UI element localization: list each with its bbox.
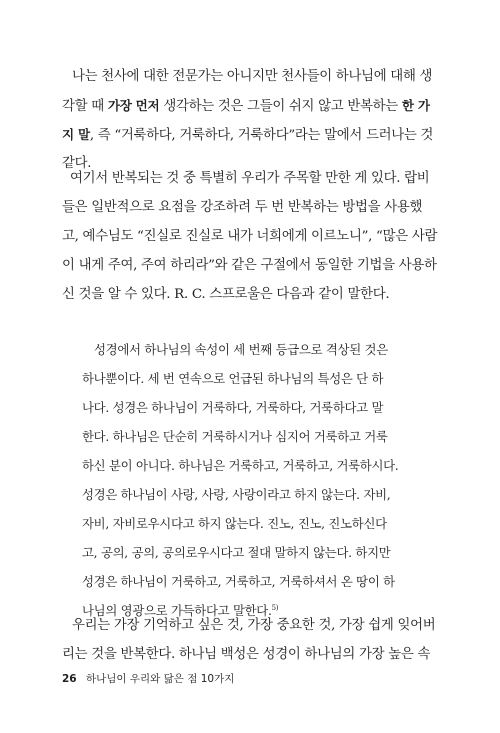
text-span: 이 내게 주여, 주여 하리라”와 같은 구절에서 동일한 기법을 사용하: [62, 258, 437, 273]
paragraph-2-line-3: [62, 228, 437, 246]
emphasis-text: 지 말: [62, 127, 90, 142]
text-span: 한다. 하나님은 단순히 거룩하시거나 심지어 거룩하고 거룩: [82, 429, 388, 444]
footnote-marker: 5): [271, 603, 279, 612]
quote-line-9: [82, 573, 395, 591]
quote-line-5: [82, 457, 398, 475]
text-span: 자비, 자비로우시다고 하지 않는다. 진노, 진노, 진노하신다: [82, 516, 387, 531]
text-span: , 즉 “거룩하다, 거룩하다, 거룩하다”라는 말에서 드러나는 것: [89, 128, 434, 143]
paragraph-1-line-1: [72, 68, 432, 86]
text-span: 성경은 하나님이 사랑, 사랑, 사랑이라고 하지 않는다. 자비,: [82, 487, 391, 502]
paragraph-3-line-1: [72, 617, 435, 635]
text-span: 우리는 가장 기억하고 싶은 것, 가장 중요한 것, 가장 쉽게 잊어버: [72, 618, 436, 633]
text-span: 신 것을 알 수 있다. R. C. 스프로울은 다음과 같이 말한다.: [62, 287, 390, 302]
quote-line-1: [94, 341, 388, 359]
quote-line-2: [82, 370, 383, 388]
quote-line-4: [82, 428, 388, 446]
paragraph-1-line-3: [62, 126, 433, 145]
paragraph-2-line-5: [62, 286, 389, 304]
text-span: 고, 예수님도 “진실로 진실로 내가 너희에게 이르노니”, “많은 사람: [62, 229, 438, 244]
quote-line-8: [82, 544, 390, 562]
emphasis-text: 한 가: [401, 98, 430, 113]
text-span: 나다. 성경은 하나님이 거룩하다, 거룩하다, 거룩하다고 말: [82, 400, 384, 415]
text-span: 하신 분이 아니다. 하나님은 거룩하고, 거룩하고, 거룩하시다.: [82, 458, 399, 473]
text-span: 생각하는 것은 그들이 쉬지 않고 반복하는: [159, 99, 402, 114]
text-span: 들은 일반적으로 요점을 강조하려 두 번 반복하는 방법을 사용했: [62, 200, 423, 215]
paragraph-2-line-2: [62, 199, 422, 217]
text-span: 나님의 영광으로 가득하다고 말한다.: [82, 603, 272, 618]
running-title: 하나님이 우리와 닮은 점 10가지: [85, 673, 235, 685]
text-span: 같다.: [62, 156, 92, 171]
paragraph-2-line-1: [70, 170, 429, 188]
emphasis-text: 가장 먼저: [107, 98, 160, 113]
text-span: 리는 것을 반복한다. 하나님 백성은 성경이 하나님의 가장 높은 속: [62, 647, 431, 662]
text-span: 성경에서 하나님의 속성이 세 번째 등급으로 격상된 것은: [94, 342, 388, 357]
page-number: 26: [62, 673, 77, 685]
text-span: 하나뿐이다. 세 번 연속으로 언급된 하나님의 특성은 단 하: [82, 371, 384, 386]
paragraph-3-line-2: [62, 646, 430, 664]
text-span: 고, 공의, 공의, 공의로우시다고 절대 말하지 않는다. 하지만: [82, 545, 391, 560]
paragraph-2-line-4: [62, 257, 437, 275]
text-span: 나는 천사에 대한 전문가는 아니지만 천사들이 하나님에 대해 생: [72, 69, 433, 84]
quote-line-6: [82, 486, 390, 504]
paragraph-1-line-2: [62, 97, 430, 116]
quote-line-3: [82, 399, 383, 417]
page-footer: [62, 672, 234, 686]
text-span: 성경은 하나님이 거룩하고, 거룩하고, 거룩하셔서 온 땅이 하: [82, 574, 395, 589]
quote-line-7: [82, 515, 387, 533]
text-span: 여기서 반복되는 것 중 특별히 우리가 주목할 만한 게 있다. 랍비: [70, 171, 430, 186]
text-span: 각할 때: [62, 99, 108, 114]
